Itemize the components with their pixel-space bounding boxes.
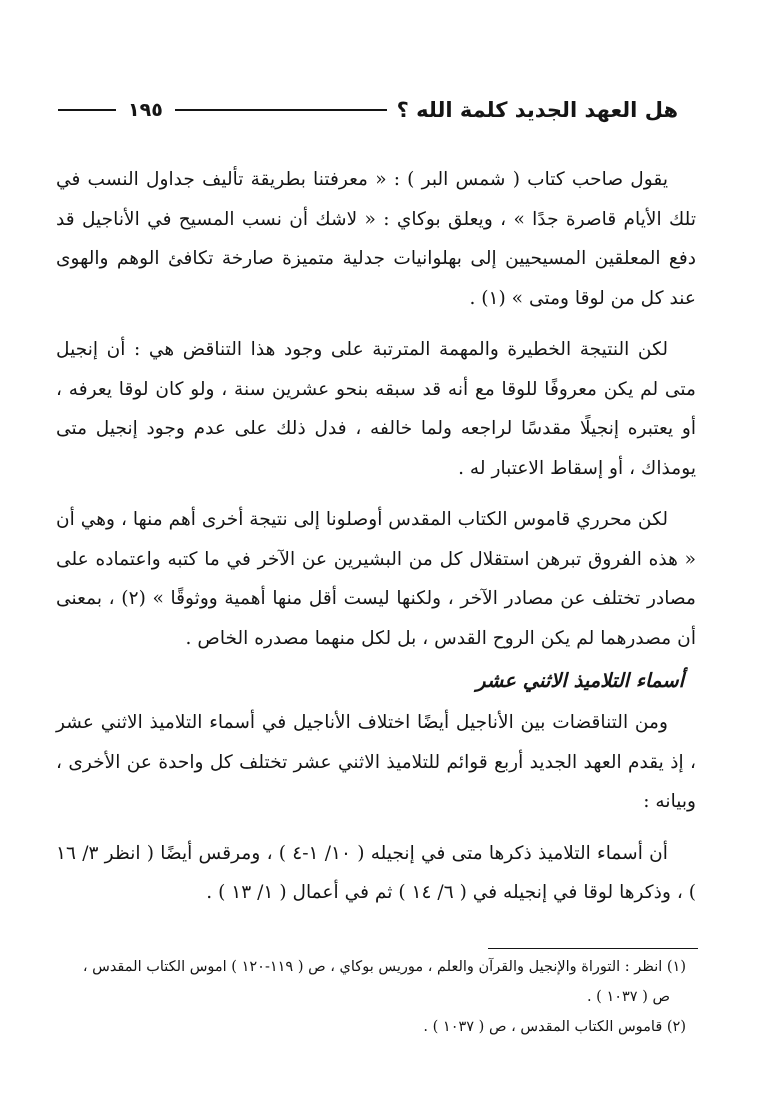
running-header [58, 90, 678, 130]
section-heading: أسماء التلاميذ الاثني عشر [476, 669, 684, 692]
header-rule-short [58, 109, 116, 111]
footnote-2: (٢) قاموس الكتاب المقدس ، ص ( ١٠٣٧ ) . [423, 1019, 686, 1035]
footnotes [60, 952, 686, 1042]
paragraph-2: لكن النتيجة الخطيرة والمهمة المترتبة على وجود هذا التناقض هي : أن إنجيل متى لم يكن معروفًا للوقا مع أنه قد سبقه بنحو عشرين سنة ، ولو كان لوقا يعرفه ، أو يعتبره إنجيلًا مقدسًا لراجعه ولما خالفه ، فدل ذلك على عدم وجود إنجيل متى يومذاك ، أو إسقاط الاعتبار له . [56, 339, 696, 479]
page-number: ١٩٥ [128, 99, 163, 121]
paragraph-4: ومن التناقضات بين الأناجيل أيضًا اختلاف الأناجيل في أسماء التلاميذ الاثني عشر ، إذ يقدم العهد الجديد أربع قوائم للتلاميذ الاثني عشر تختلف كل واحدة عن الأخرى ، وبيانه : [56, 712, 696, 812]
paragraph-1: يقول صاحب كتاب ( شمس البر ) : « معرفتنا بطريقة تأليف جداول النسب في تلك الأيام قاصرة جدًا » ، ويعلق بوكاي : « لاشك أن نسب المسيح في الأناجيل قد دفع المعلقين المسيحيين إلى بهلوانيات جدلية متميزة صارخة تكافئ الوهم والهوى عند كل من لوقا ومتى » (١) . [56, 169, 696, 309]
header-rule [175, 109, 387, 111]
paragraph-3: لكن محرري قاموس الكتاب المقدس أوصلونا إلى نتيجة أخرى أهم منها ، وهي أن « هذه الفروق تبرهن استقلال كل من البشيرين عن الآخر في ما كتبه واعتماده على مصادر تختلف عن مصادر الآخر ، ولكنها ليست أقل منها أهمية ووثوقًا » (٢) ، بمعنى أن مصدرهما لم يكن الروح القدس ، بل لكل منهما مصدره الخاص . [56, 509, 696, 649]
body-text [56, 160, 696, 913]
running-title: هل العهد الجديد كلمة الله ؟ [396, 98, 678, 122]
footnote-1: (١) انظر : التوراة والإنجيل والقرآن والعلم ، موريس بوكاي ، ص ( ١١٩-١٢٠ ) اموس الكتاب المقدس ، [82, 959, 686, 975]
footnote-separator [488, 948, 698, 949]
paragraph-5: أن أسماء التلاميذ ذكرها متى في إنجيله ( ١٠/ ١-٤ ) ، ومرقس أيضًا ( انظر ٣/ ١٦ ) ، وذكرها لوقا في إنجيله في ( ٦/ ١٤ ) ثم في أعمال ( ١/ ١٣ ) . [56, 842, 696, 903]
footnote-1-continuation: ص ( ١٠٣٧ ) . [586, 989, 670, 1005]
